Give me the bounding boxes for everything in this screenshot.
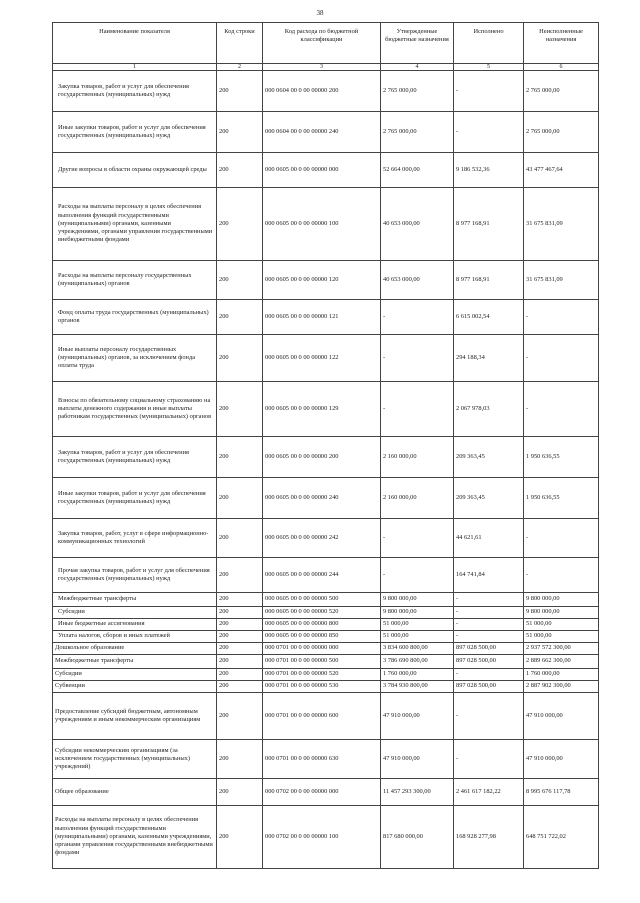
- row-line-code: 200: [217, 806, 263, 869]
- row-approved: 2 765 000,00: [381, 112, 454, 153]
- row-approved: 9 800 000,00: [381, 593, 454, 607]
- row-approved: 817 680 000,00: [381, 806, 454, 869]
- row-line-code: 200: [217, 607, 263, 619]
- row-executed: -: [454, 607, 524, 619]
- row-approved: -: [381, 519, 454, 558]
- row-line-code: 200: [217, 740, 263, 779]
- row-unexecuted: 51 000,00: [524, 631, 599, 643]
- row-line-code: 200: [217, 335, 263, 382]
- row-name: Дошкольное образование: [53, 643, 217, 655]
- row-unexecuted: 9 800 000,00: [524, 607, 599, 619]
- table-row: [53, 681, 599, 693]
- table-row: [53, 619, 599, 631]
- row-line-code: 200: [217, 693, 263, 740]
- row-name: Фонд оплаты труда государственных (муниципальных) органов: [53, 300, 217, 335]
- row-name: Иные бюджетные ассигнования: [53, 619, 217, 631]
- column-number: 2: [217, 64, 263, 71]
- budget-execution-table: [52, 22, 599, 869]
- row-name: Закупка товаров, работ, услуг в сфере информационно-коммуникационных технологий: [53, 519, 217, 558]
- column-number: 4: [381, 64, 454, 71]
- row-name: Расходы на выплаты персоналу в целях обеспечения выполнения функций государственными (муниципальными) органами, казенными учреждениями, органами управления государственными внебюджетными фондами: [53, 806, 217, 869]
- row-name: Иные закупки товаров, работ и услуг для обеспечения государственных (муниципальных) нужд: [53, 112, 217, 153]
- row-executed: 9 186 532,36: [454, 153, 524, 188]
- row-executed: -: [454, 669, 524, 681]
- row-line-code: 200: [217, 681, 263, 693]
- table-row: [53, 519, 599, 558]
- row-budget-code: 000 0605 00 0 00 00000 500: [263, 593, 381, 607]
- table-header-row: [53, 23, 599, 64]
- row-budget-code: 000 0701 00 0 00 00000 520: [263, 669, 381, 681]
- header-approved: Утвержденные бюджетные назначения: [381, 23, 454, 64]
- row-executed: -: [454, 593, 524, 607]
- row-budget-code: 000 0604 00 0 00 00000 240: [263, 112, 381, 153]
- table-row: [53, 806, 599, 869]
- row-name: Уплата налогов, сборов и иных платежей: [53, 631, 217, 643]
- row-line-code: 200: [217, 153, 263, 188]
- row-executed: -: [454, 71, 524, 112]
- row-approved: -: [381, 300, 454, 335]
- row-executed: 8 977 168,91: [454, 188, 524, 261]
- header-name: Наименование показателя: [53, 23, 217, 64]
- row-name: Субсидии: [53, 607, 217, 619]
- row-unexecuted: 9 800 000,00: [524, 593, 599, 607]
- table-row: [53, 593, 599, 607]
- row-line-code: 200: [217, 779, 263, 806]
- row-approved: 51 000,00: [381, 631, 454, 643]
- row-line-code: 200: [217, 71, 263, 112]
- row-budget-code: 000 0605 00 0 00 00000 244: [263, 558, 381, 593]
- row-name: Закупка товаров, работ и услуг для обеспечения государственных (муниципальных) нужд: [53, 437, 217, 478]
- table-row: [53, 382, 599, 437]
- row-line-code: 200: [217, 655, 263, 669]
- row-name: Взносы по обязательному социальному страхованию на выплаты денежного содержания и иные выплаты работникам государственных (муниципальных) органов: [53, 382, 217, 437]
- row-approved: -: [381, 382, 454, 437]
- row-unexecuted: 31 675 831,09: [524, 261, 599, 300]
- row-executed: 897 028 500,00: [454, 655, 524, 669]
- row-unexecuted: 8 995 676 117,78: [524, 779, 599, 806]
- row-approved: 3 786 690 800,00: [381, 655, 454, 669]
- row-executed: 2 067 978,03: [454, 382, 524, 437]
- row-unexecuted: 43 477 467,64: [524, 153, 599, 188]
- table-row: [53, 335, 599, 382]
- table-row: [53, 631, 599, 643]
- row-name: Расходы на выплаты персоналу в целях обеспечения выполнения функций государственными (муниципальными) органами, казенными учреждениями, органами управления государственными внебюджетными фондами: [53, 188, 217, 261]
- row-name: Расходы на выплаты персоналу государственных (муниципальных) органов: [53, 261, 217, 300]
- row-name: Другие вопросы в области охраны окружающей среды: [53, 153, 217, 188]
- row-budget-code: 000 0605 00 0 00 00000 122: [263, 335, 381, 382]
- row-unexecuted: 2 765 000,00: [524, 71, 599, 112]
- row-budget-code: 000 0605 00 0 00 00000 200: [263, 437, 381, 478]
- row-unexecuted: -: [524, 382, 599, 437]
- row-approved: 1 760 000,00: [381, 669, 454, 681]
- header-line-code: Код строки: [217, 23, 263, 64]
- row-line-code: 200: [217, 478, 263, 519]
- row-unexecuted: 2 889 662 300,00: [524, 655, 599, 669]
- row-unexecuted: 648 751 722,02: [524, 806, 599, 869]
- row-unexecuted: -: [524, 558, 599, 593]
- row-unexecuted: 31 675 831,09: [524, 188, 599, 261]
- row-line-code: 200: [217, 519, 263, 558]
- row-approved: 3 834 600 800,00: [381, 643, 454, 655]
- row-unexecuted: -: [524, 519, 599, 558]
- row-unexecuted: 1 950 636,55: [524, 437, 599, 478]
- row-name: Иные закупки товаров, работ и услуг для обеспечения государственных (муниципальных) нужд: [53, 478, 217, 519]
- row-unexecuted: -: [524, 300, 599, 335]
- row-line-code: 200: [217, 300, 263, 335]
- table-row: [53, 71, 599, 112]
- row-executed: 168 928 277,98: [454, 806, 524, 869]
- row-executed: -: [454, 693, 524, 740]
- row-approved: 2 160 000,00: [381, 437, 454, 478]
- row-unexecuted: 47 910 000,00: [524, 693, 599, 740]
- table-row: [53, 112, 599, 153]
- row-approved: 47 910 000,00: [381, 740, 454, 779]
- row-approved: 3 784 930 800,00: [381, 681, 454, 693]
- row-unexecuted: -: [524, 335, 599, 382]
- row-executed: 164 741,84: [454, 558, 524, 593]
- table-row: [53, 655, 599, 669]
- row-unexecuted: 1 760 000,00: [524, 669, 599, 681]
- row-budget-code: 000 0605 00 0 00 00000 242: [263, 519, 381, 558]
- row-budget-code: 000 0701 00 0 00 00000 000: [263, 643, 381, 655]
- header-executed: Исполнено: [454, 23, 524, 64]
- column-numbers-row: [53, 64, 599, 71]
- column-number: 6: [524, 64, 599, 71]
- row-approved: 9 800 000,00: [381, 607, 454, 619]
- row-executed: -: [454, 112, 524, 153]
- row-line-code: 200: [217, 112, 263, 153]
- row-line-code: 200: [217, 631, 263, 643]
- table-row: [53, 607, 599, 619]
- row-executed: 209 363,45: [454, 478, 524, 519]
- row-executed: 8 977 168,91: [454, 261, 524, 300]
- row-budget-code: 000 0605 00 0 00 00000 129: [263, 382, 381, 437]
- row-budget-code: 000 0701 00 0 00 00000 630: [263, 740, 381, 779]
- row-name: Межбюджетные трансферты: [53, 593, 217, 607]
- row-approved: 51 000,00: [381, 619, 454, 631]
- row-line-code: 200: [217, 643, 263, 655]
- row-budget-code: 000 0701 00 0 00 00000 500: [263, 655, 381, 669]
- row-budget-code: 000 0701 00 0 00 00000 600: [263, 693, 381, 740]
- row-unexecuted: 2 887 902 300,00: [524, 681, 599, 693]
- row-executed: -: [454, 631, 524, 643]
- page-number: 38: [316, 9, 324, 17]
- table-row: [53, 740, 599, 779]
- row-budget-code: 000 0605 00 0 00 00000 120: [263, 261, 381, 300]
- row-line-code: 200: [217, 669, 263, 681]
- column-number: 3: [263, 64, 381, 71]
- row-executed: 294 188,34: [454, 335, 524, 382]
- row-executed: 897 028 500,00: [454, 681, 524, 693]
- row-line-code: 200: [217, 619, 263, 631]
- row-executed: 6 615 002,54: [454, 300, 524, 335]
- row-executed: 44 621,61: [454, 519, 524, 558]
- row-line-code: 200: [217, 188, 263, 261]
- row-approved: -: [381, 558, 454, 593]
- row-budget-code: 000 0605 00 0 00 00000 800: [263, 619, 381, 631]
- row-executed: 209 363,45: [454, 437, 524, 478]
- row-name: Межбюджетные трансферты: [53, 655, 217, 669]
- table-row: [53, 300, 599, 335]
- row-line-code: 200: [217, 437, 263, 478]
- row-budget-code: 000 0605 00 0 00 00000 000: [263, 153, 381, 188]
- row-name: Субсидии некоммерческим организациям (за исключением государственных (муниципальных) учреждений): [53, 740, 217, 779]
- column-number: 1: [53, 64, 217, 71]
- row-line-code: 200: [217, 382, 263, 437]
- row-unexecuted: 2 937 572 300,00: [524, 643, 599, 655]
- row-approved: 40 653 000,00: [381, 188, 454, 261]
- table-row: [53, 153, 599, 188]
- table-row: [53, 437, 599, 478]
- table-row: [53, 779, 599, 806]
- row-unexecuted: 51 000,00: [524, 619, 599, 631]
- row-budget-code: 000 0605 00 0 00 00000 240: [263, 478, 381, 519]
- row-approved: -: [381, 335, 454, 382]
- row-name: Субсидии: [53, 669, 217, 681]
- table-row: [53, 643, 599, 655]
- row-budget-code: 000 0605 00 0 00 00000 850: [263, 631, 381, 643]
- row-line-code: 200: [217, 261, 263, 300]
- row-approved: 2 160 000,00: [381, 478, 454, 519]
- table-row: [53, 558, 599, 593]
- table-row: [53, 693, 599, 740]
- row-executed: 897 028 500,00: [454, 643, 524, 655]
- row-budget-code: 000 0702 00 0 00 00000 100: [263, 806, 381, 869]
- header-unexecuted: Неисполненные назначения: [524, 23, 599, 64]
- table-row: [53, 188, 599, 261]
- row-budget-code: 000 0605 00 0 00 00000 100: [263, 188, 381, 261]
- row-line-code: 200: [217, 593, 263, 607]
- row-name: Субвенции: [53, 681, 217, 693]
- row-unexecuted: 2 765 000,00: [524, 112, 599, 153]
- row-unexecuted: 1 950 636,55: [524, 478, 599, 519]
- row-approved: 52 664 000,00: [381, 153, 454, 188]
- table-row: [53, 261, 599, 300]
- row-approved: 2 765 000,00: [381, 71, 454, 112]
- table-row: [53, 669, 599, 681]
- row-name: Предоставление субсидий бюджетным, автономным учреждениям и иным некоммерческим организациям: [53, 693, 217, 740]
- row-approved: 11 457 293 300,00: [381, 779, 454, 806]
- row-unexecuted: 47 910 000,00: [524, 740, 599, 779]
- row-executed: 2 461 617 182,22: [454, 779, 524, 806]
- column-number: 5: [454, 64, 524, 71]
- row-name: Прочая закупка товаров, работ и услуг для обеспечения государственных (муниципальных) нужд: [53, 558, 217, 593]
- row-name: Иные выплаты персоналу государственных (муниципальных) органов, за исключением фонда оплаты труда: [53, 335, 217, 382]
- row-executed: -: [454, 619, 524, 631]
- row-budget-code: 000 0605 00 0 00 00000 121: [263, 300, 381, 335]
- row-name: Общее образование: [53, 779, 217, 806]
- row-budget-code: 000 0702 00 0 00 00000 000: [263, 779, 381, 806]
- row-budget-code: 000 0701 00 0 00 00000 530: [263, 681, 381, 693]
- header-budget-code: Код расхода по бюджетной классификации: [263, 23, 381, 64]
- row-line-code: 200: [217, 558, 263, 593]
- row-budget-code: 000 0605 00 0 00 00000 520: [263, 607, 381, 619]
- row-executed: -: [454, 740, 524, 779]
- row-approved: 40 653 000,00: [381, 261, 454, 300]
- row-approved: 47 910 000,00: [381, 693, 454, 740]
- table-row: [53, 478, 599, 519]
- row-name: Закупка товаров, работ и услуг для обеспечения государственных (муниципальных) нужд: [53, 71, 217, 112]
- row-budget-code: 000 0604 00 0 00 00000 200: [263, 71, 381, 112]
